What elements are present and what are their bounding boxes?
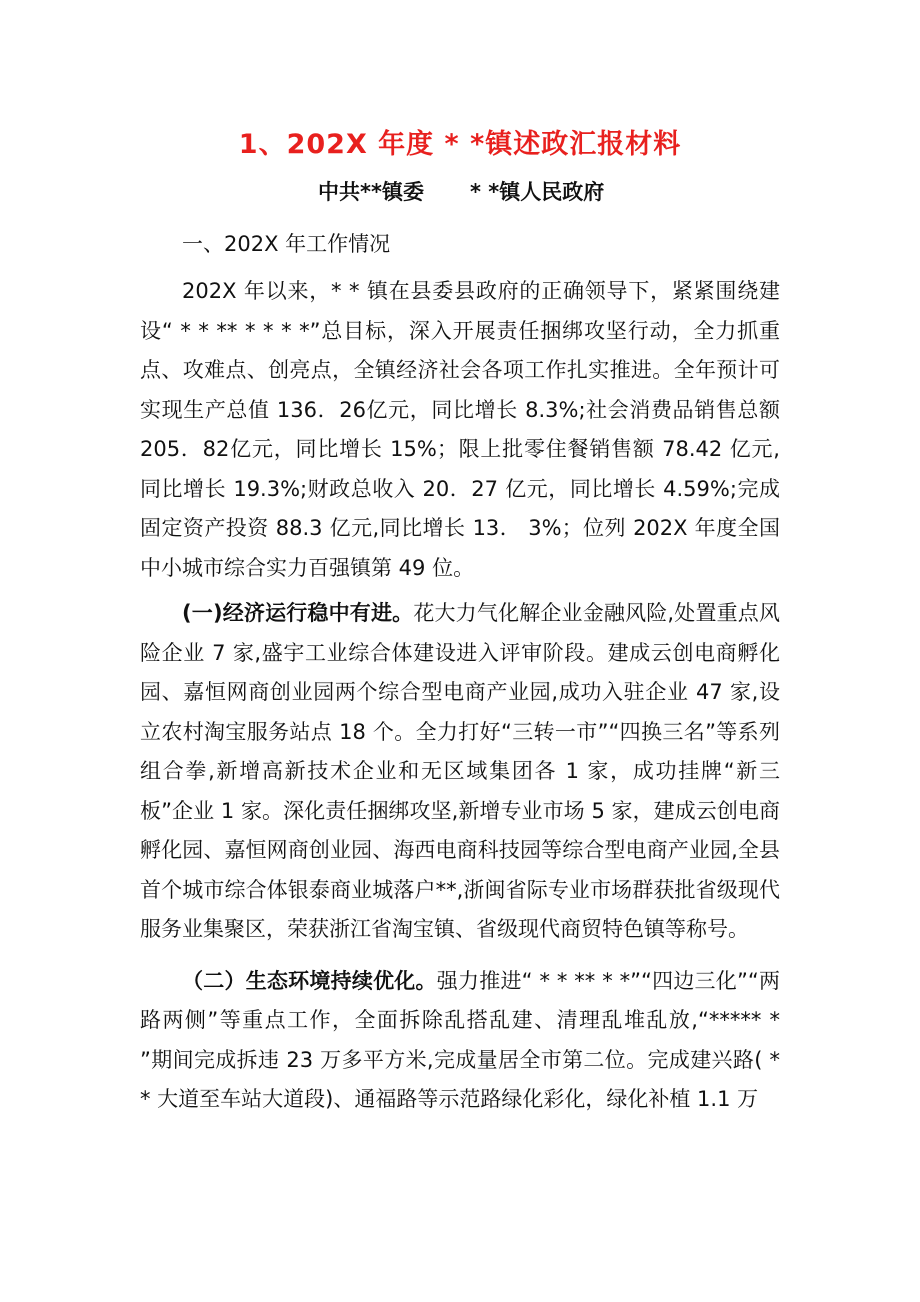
paragraph-economy-text: 花大力气化解企业金融风险,处置重点风险企业 7 家,盛宇工业综合体建设进入评审阶段。建成云创电商孵化园、嘉恒网商创业园两个综合型电商产业园,成功入驻企业 47 家,设立农村淘宝服务站点 18 个。全力打好“三转一市”“四换三名”等系列组合拳,新增高新技术企业和无区域集团各 1 家，成功挂牌“新三板”企业 1 家。深化责任捆绑攻坚,新增专业市场 5 家，建成云创电商孵化园、嘉恒网商创业园、海西电商科技园等综合型电商产业园,全县首个城市综合体银泰商业城落户**,浙闽省际专业市场群获批省级现代服务业集聚区，荣获浙江省淘宝镇、省级现代商贸特色镇等称号。 xyxy=(140,601,780,941)
section-heading: 一、202X 年工作情况 xyxy=(182,232,391,256)
paragraph-economy-lead: (一)经济运行稳中有进。 xyxy=(182,601,414,625)
government-name: * *镇人民政府 xyxy=(470,180,605,204)
party-committee-name: 中共**镇委 xyxy=(318,180,424,204)
paragraph-economy xyxy=(140,594,780,950)
paragraph-overview: 202X 年以来，* * 镇在县委县政府的正确领导下，紧紧围绕建设“ * * ** * * * *”总目标，深入开展责任捆绑攻坚行动，全力抓重点、攻难点、创亮点，全镇经济社会各项工作扎实推进。全年预计可实现生产总值 136．26亿元，同比增长 8.3%;社会消费品销售总额 205．82亿元，同比增长 15%；限上批零住餐销售额 78.42 亿元,同比增长 19.3%;财政总收入 20．27 亿元，同比增长 4.59%;完成固定资产投资 88.3 亿元,同比增长 13． 3%；位列 202X 年度全国中小城市综合实力百强镇第 49 位。 xyxy=(140,279,780,580)
paragraph-environment xyxy=(140,962,780,1120)
document-body xyxy=(140,226,780,1120)
document-title: 1、202X 年度 * *镇述政汇报材料 xyxy=(238,129,682,160)
author-line xyxy=(0,176,920,210)
paragraph-environment-text: 强力推进“ * * ** * *”“四边三化”“两路两侧”等重点工作，全面拆除乱搭乱建、清理乱堆乱放,“***** * ”期间完成拆违 23 万多平方米,完成量居全市第二位。完成建兴路( * * 大道至车站大道段)、通福路等示范路绿化彩化，绿化补植 1.1 万 xyxy=(140,968,780,1111)
paragraph-environment-lead: （二）生态环境持续优化。 xyxy=(182,968,437,993)
